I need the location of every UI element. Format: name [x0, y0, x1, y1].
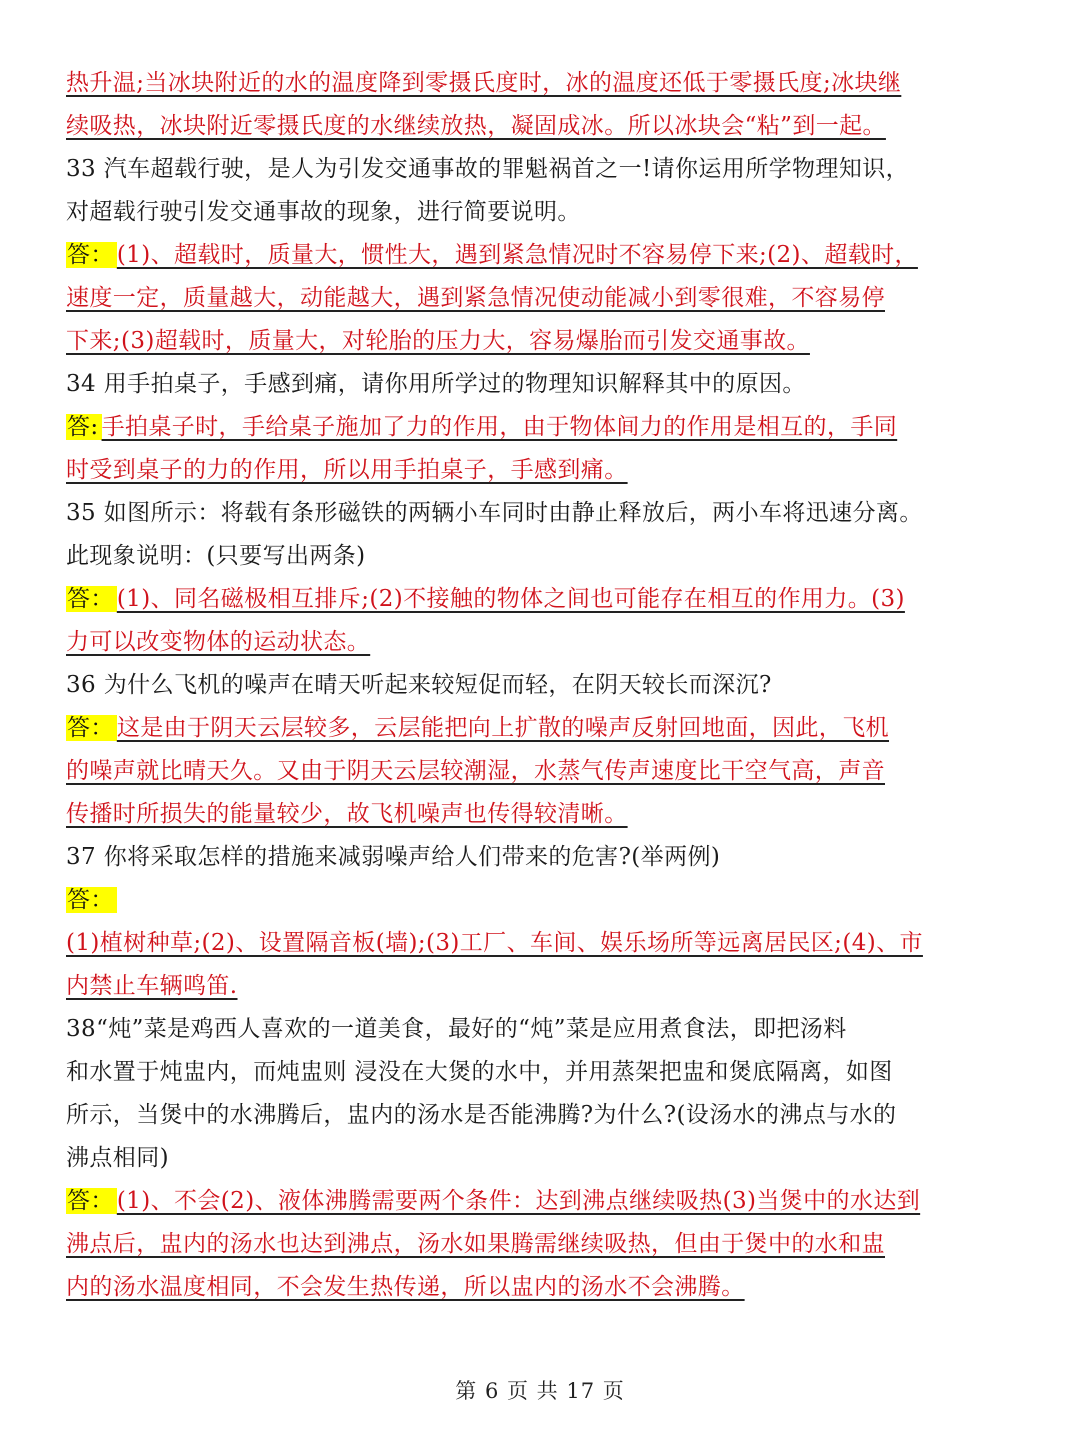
answer-line: [66, 449, 1016, 492]
answer-text: 传播时所损失的能量较少，故飞机噪声也传得较清晰。: [66, 801, 628, 827]
answer-label: 答：: [66, 715, 117, 741]
answer-text: 续吸热，冰块附近零摄氏度的水继续放热，凝固成冰。所以冰块会“粘”到一起。: [66, 113, 886, 139]
question-text: 33 汽车超载行驶，是人为引发交通事故的罪魁祸首之一!请你运用所学物理知识，: [66, 156, 910, 182]
question-line: [66, 492, 1016, 535]
question-line: [66, 1008, 1016, 1051]
answer-text: 内的汤水温度相同，不会发生热传递，所以盅内的汤水不会沸腾。: [66, 1274, 745, 1300]
page-content: [66, 62, 1016, 1309]
answer-text: 内禁止车辆鸣笛.: [66, 973, 238, 999]
question-text: 35 如图所示：将载有条形磁铁的两辆小车同时由静止释放后，两小车将迅速分离。: [66, 500, 923, 526]
question-text: 沸点相同): [66, 1145, 169, 1171]
answer-line: [66, 320, 1016, 363]
answer-text: 手拍桌子时，手给桌子施加了力的作用，由于物体间力的作用是相互的，手同: [101, 414, 898, 440]
answer-line: [66, 1266, 1016, 1309]
answer-line: [66, 62, 1016, 105]
question-text: 34 用手拍桌子，手感到痛，请你用所学过的物理知识解释其中的原因。: [66, 371, 806, 397]
question-line: [66, 535, 1016, 578]
answer-line: [66, 1180, 1016, 1223]
question-text: 38“炖”菜是鸡西人喜欢的一道美食，最好的“炖”菜是应用煮食法，即把汤料: [66, 1016, 847, 1042]
answer-text: 热升温;当冰块附近的水的温度降到零摄氏度时，冰的温度还低于零摄氏度;冰块继: [66, 70, 902, 96]
answer-line: [66, 707, 1016, 750]
question-line: [66, 836, 1016, 879]
answer-line: [66, 1223, 1016, 1266]
answer-label: 答:: [66, 414, 102, 440]
answer-text: 时受到桌子的力的作用，所以用手拍桌子，手感到痛。: [66, 457, 628, 483]
answer-label: 答：: [66, 242, 117, 268]
question-line: [66, 148, 1016, 191]
answer-text: (1)植树种草;(2)、设置隔音板(墙);(3)工厂、车间、娱乐场所等远离居民区;(4)、市: [66, 930, 923, 956]
question-line: [66, 363, 1016, 406]
question-text: 和水置于炖盅内，而炖盅则 浸没在大煲的水中，并用蒸架把盅和煲底隔离，如图: [66, 1059, 893, 1085]
question-line: [66, 1094, 1016, 1137]
answer-line: [66, 234, 1016, 277]
answer-text: 力可以改变物体的运动状态。: [66, 629, 371, 655]
answer-line: [66, 578, 1016, 621]
answer-label: 答：: [66, 887, 117, 913]
answer-text: 下来;(3)超载时，质量大，对轮胎的压力大，容易爆胎而引发交通事故。: [66, 328, 810, 354]
answer-line: [66, 406, 1016, 449]
page-footer: 第 6 页 共 17 页: [455, 1379, 625, 1403]
answer-text: (1)、同名磁极相互排斥;(2)不接触的物体之间也可能存在相互的作用力。(3): [116, 586, 905, 612]
question-text: 37 你将采取怎样的措施来减弱噪声给人们带来的危害?(举两例): [66, 844, 721, 870]
answer-line: [66, 621, 1016, 664]
answer-text: (1)、超载时，质量大，惯性大，遇到紧急情况时不容易停下来;(2)、超载时，: [116, 242, 918, 268]
answer-line: [66, 750, 1016, 793]
question-line: [66, 1051, 1016, 1094]
answer-line: [66, 105, 1016, 148]
question-line: [66, 664, 1016, 707]
answer-line: [66, 922, 1016, 965]
answer-text: 速度一定，质量越大，动能越大，遇到紧急情况使动能减小到零很难，不容易停: [66, 285, 885, 311]
answer-text: 沸点后，盅内的汤水也达到沸点，汤水如果腾需继续吸热，但由于煲中的水和盅: [66, 1231, 885, 1257]
answer-text: (1)、不会(2)、液体沸腾需要两个条件：达到沸点继续吸热(3)当煲中的水达到: [116, 1188, 921, 1214]
question-text: 36 为什么飞机的噪声在晴天听起来较短促而轻，在阴天较长而深沉?: [66, 672, 772, 698]
answer-label: 答：: [66, 1188, 117, 1214]
answer-line: [66, 879, 1016, 922]
question-line: [66, 191, 1016, 234]
question-text: 此现象说明：(只要写出两条): [66, 543, 366, 569]
answer-label: 答：: [66, 586, 117, 612]
answer-line: [66, 965, 1016, 1008]
answer-line: [66, 277, 1016, 320]
answer-line: [66, 793, 1016, 836]
question-text: 对超载行驶引发交通事故的现象，进行简要说明。: [66, 199, 581, 225]
answer-text: 这是由于阴天云层较多，云层能把向上扩散的噪声反射回地面，因此，飞机: [116, 715, 890, 741]
question-line: [66, 1137, 1016, 1180]
question-text: 所示，当煲中的水沸腾后，盅内的汤水是否能沸腾?为什么?(设汤水的沸点与水的: [66, 1102, 897, 1128]
answer-text: 的噪声就比晴天久。又由于阴天云层较潮湿，水蒸气传声速度比干空气高，声音: [66, 758, 885, 784]
